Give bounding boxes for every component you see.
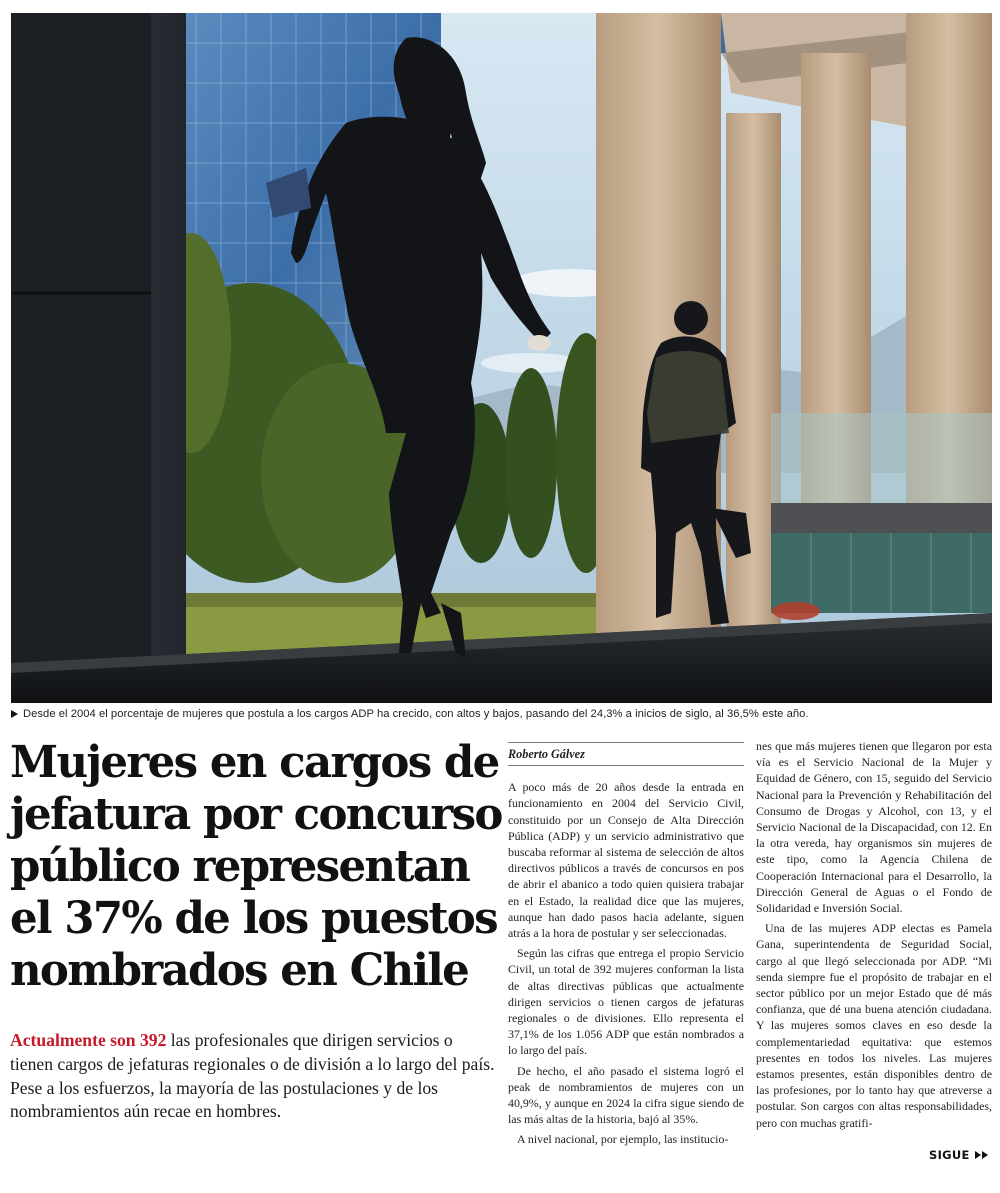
arrow-right-icon [975, 1151, 981, 1159]
byline: Roberto Gálvez [508, 746, 744, 766]
caption-text: Desde el 2004 el porcentaje de mujeres que postula a los cargos ADP ha crecido, con altos y bajos, pasando del 24,3% a inicios de siglo, al 36,5% este año. [23, 708, 809, 720]
body-paragraph: Según las cifras que entrega el propio Servicio Civil, un total de 392 mujeres conforman la lista de altas directivas públicas que actualmente dirigen servicios o tienen cargos de jefaturas regionales o de divisiones. Ello representa el 37,1% de los 1.056 ADP que están nombrados a lo largo del país. [508, 946, 744, 1058]
body-paragraph: nes que más mujeres tienen que llegaron por esta vía es el Servicio Nacional de la Mujer y Equidad de Género, con 15, seguido del Servicio Nacional para la Prevención y Rehabilitación del Consumo de Drogas y Alcohol, con 13, y el Servicio Nacional de la Discapacidad, con 12. En la otra vereda, hay organismos sin mujeres de este tipo, como la Agencia Chilena de Cooperación Internacional para el Desarrollo, la Dirección General de Aguas o el Fondo de Solidaridad e Inversión Social. [756, 739, 992, 916]
body-paragraph: De hecho, el año pasado el sistema logró el peak de nombramientos de mujeres con un 40,9%, y aunque en 2024 la cifra sigue siendo de las más altas de la historia, bajó al 35%. [508, 1063, 744, 1127]
headline-line: público representan [10, 841, 470, 892]
article-column-1 [508, 742, 744, 1148]
lead-paragraph [10, 1029, 496, 1124]
arrow-right-icon [982, 1151, 988, 1159]
article-column-2 [756, 738, 992, 1131]
headline-line: el 37% de los puestos [10, 893, 497, 944]
lead-text: las profesionales que dirigen servicios o tienen cargos de jefaturas regionales o de división a lo largo del país. Pese a los esfuerzos, la mayoría de las postulaciones y de los nombramientos aún recae en hombres. [10, 1030, 495, 1122]
lead-accent: Actualmente son 392 [10, 1030, 167, 1050]
headline-line: Mujeres en cargos de [10, 737, 499, 788]
article-photo [11, 13, 992, 703]
caption-triangle-icon [11, 710, 18, 718]
street-scene-photo [11, 13, 992, 703]
photo-caption [11, 708, 992, 720]
body-paragraph: Una de las mujeres ADP electas es Pamela Gana, superintendenta de Seguridad Social, cargo al que llegó seleccionada por ADP. “Mi senda siempre fue el propósito de trabajar en el sector público por un mejor Estado que dé más confianza, que dé una buena atención ciudadana. Y las mujeres somos claves en eso desde la complementariedad equitativa: que estemos presentes en todos los niveles. Las mujeres estamos presentes, están disponibles dentro de las profesiones, por lo tanto hay que atreverse a postular. Son cargos con altas responsabilidades, pero con muchas gratifi- [756, 921, 992, 1130]
headline-line: jefatura por concurso [10, 789, 502, 840]
headline-line: nombrados en Chile [10, 945, 469, 996]
headline [10, 737, 502, 997]
continue-marker[interactable] [929, 1148, 988, 1162]
body-paragraph: A poco más de 20 años desde la entrada en funcionamiento en 2004 del Servicio Civil, constituido por un Consejo de Alta Dirección Pública (ADP) y un servicio administrativo que buscaba reformar al sistema de selección de altos directivos públicos a través de concursos en pos de abrir el abanico a todo quien quisiera trabajar en el Estado, la realidad dice que las mujeres, aunque han dado pasos hacia adelante, siguen atrás a la hora de postular y ser seleccionadas. [508, 780, 744, 941]
body-paragraph: A nivel nacional, por ejemplo, las institucio- [517, 1132, 729, 1147]
byline-rule [508, 742, 744, 743]
continue-label: SIGUE [928, 1148, 970, 1162]
